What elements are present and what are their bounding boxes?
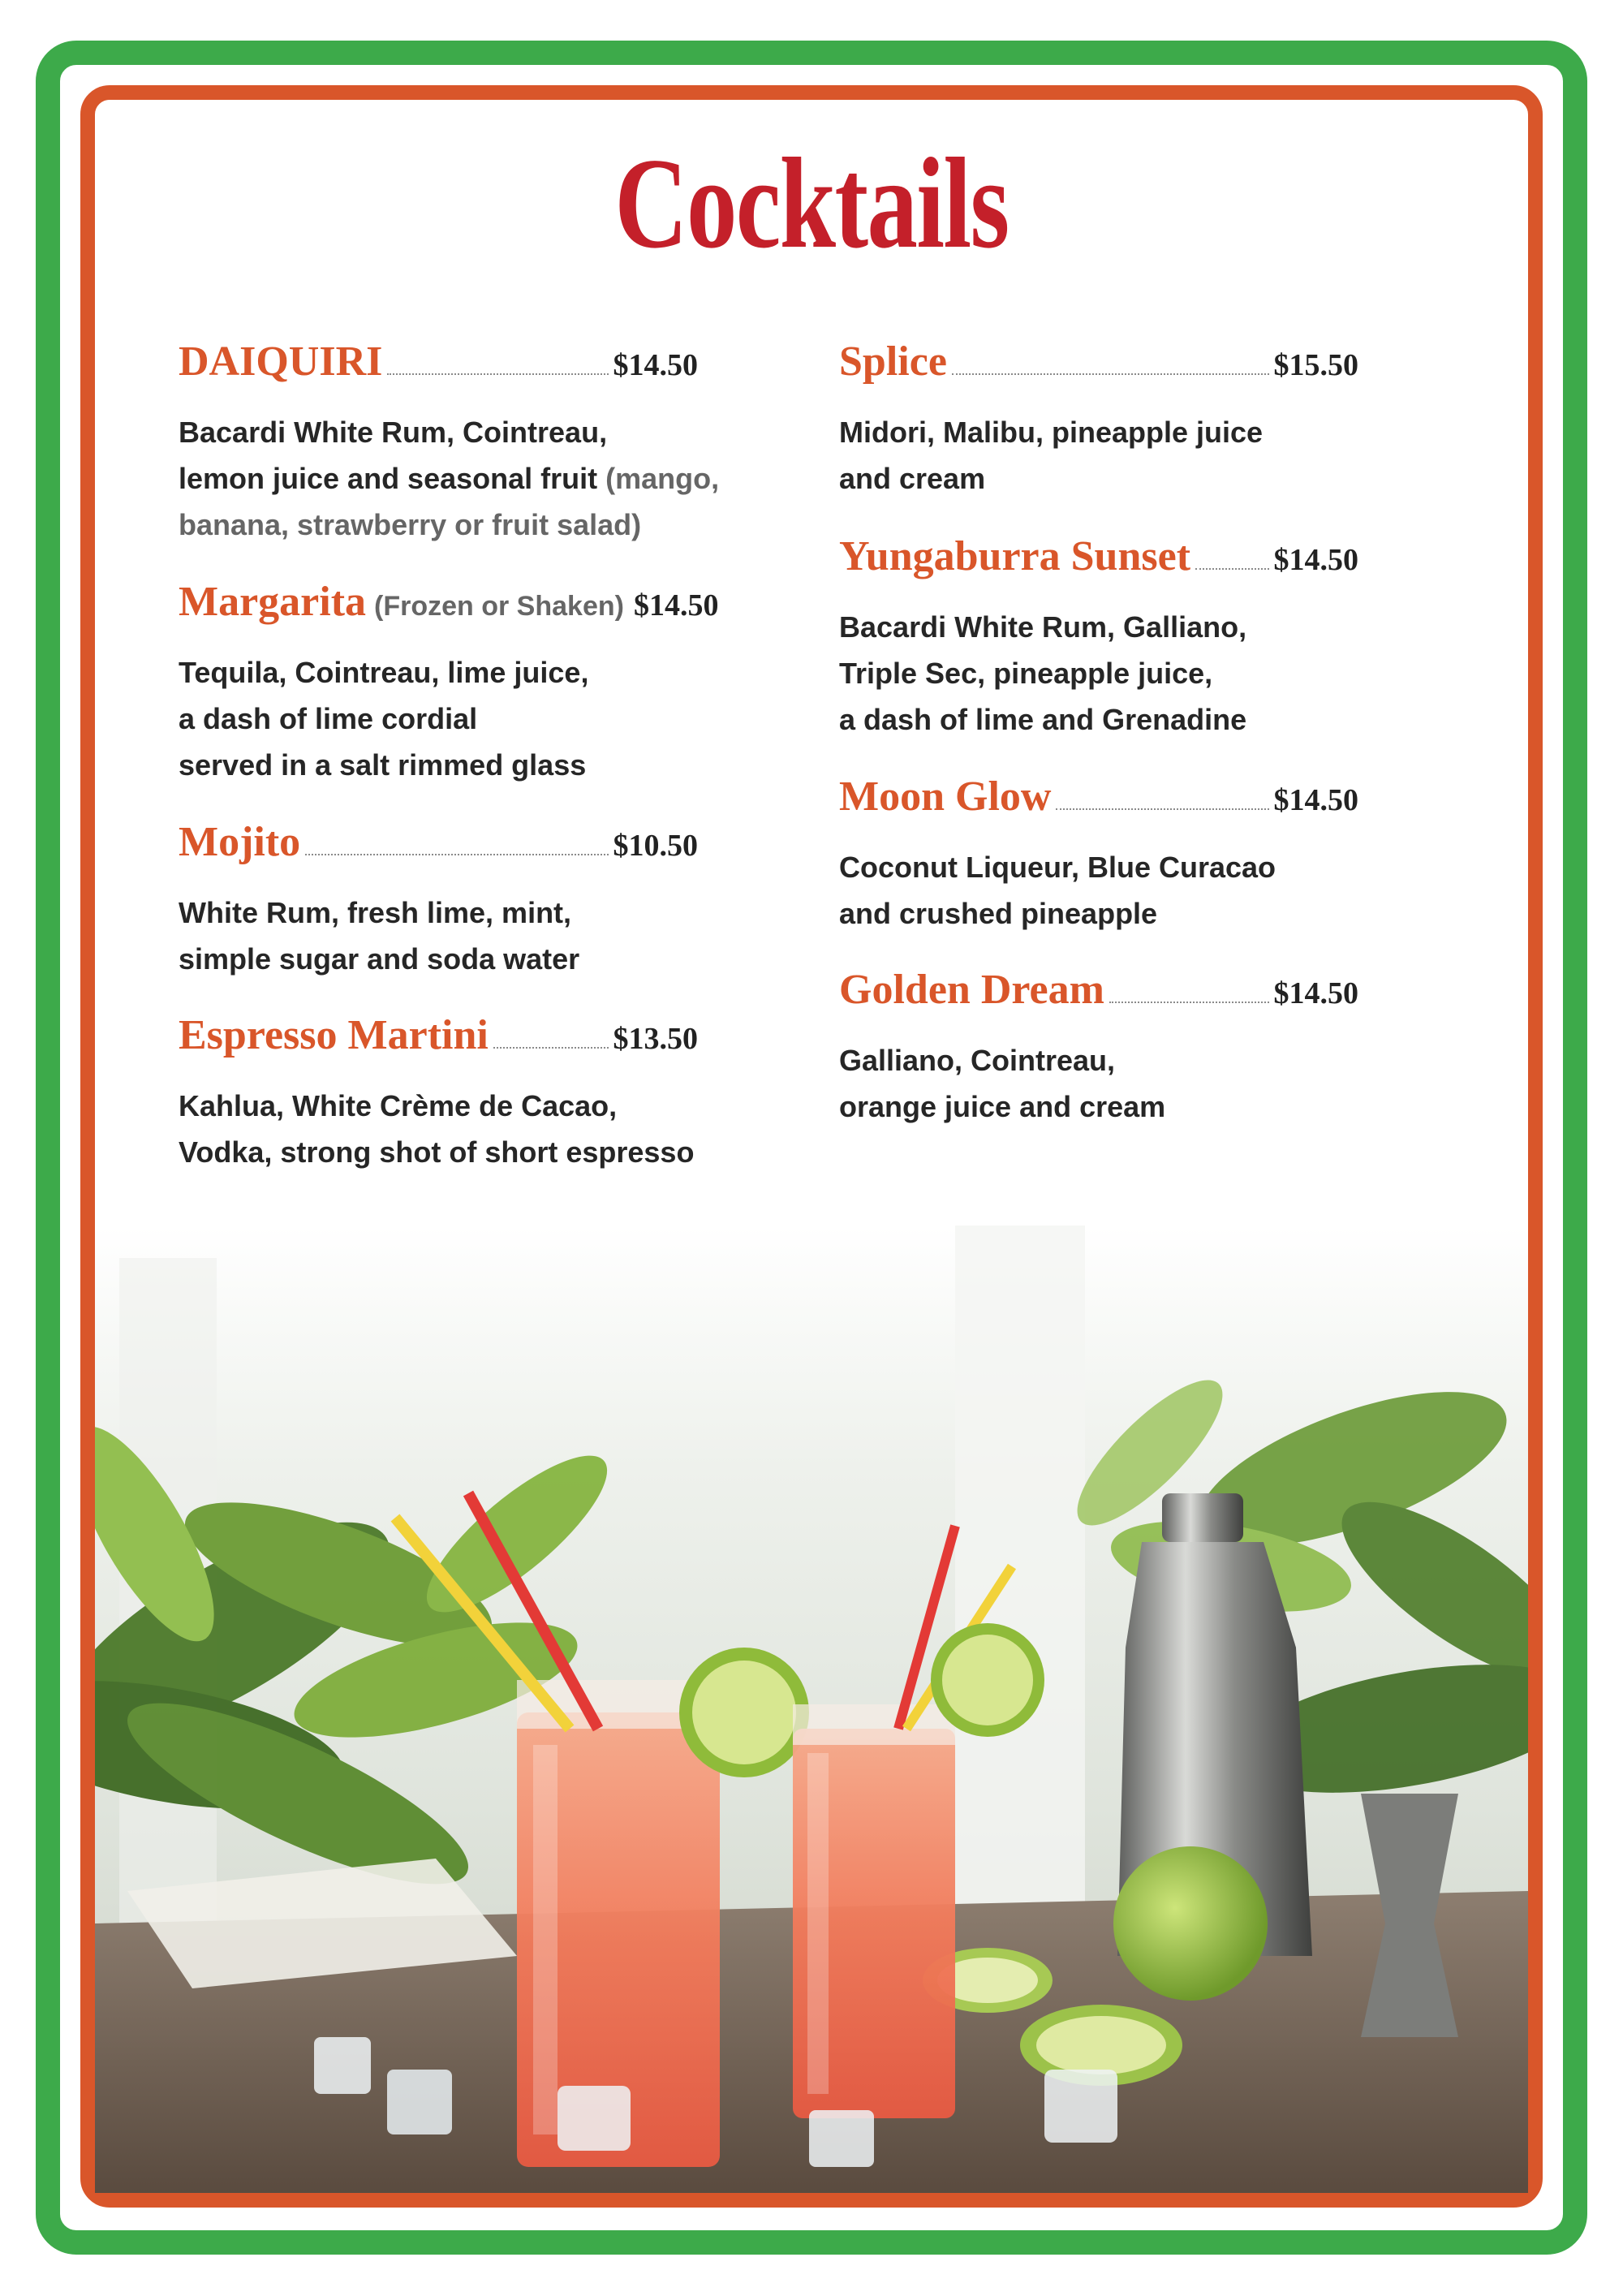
item-header xyxy=(179,821,698,878)
dot-leader xyxy=(387,373,608,375)
description-line: served in a salt rimmed glass xyxy=(179,748,587,782)
dot-leader xyxy=(1109,1001,1269,1003)
item-header xyxy=(179,579,719,638)
description-line: Kahlua, White Crème de Cacao, xyxy=(179,1089,618,1122)
menu-item-golden-dream xyxy=(839,969,1358,1130)
item-price: $14.50 xyxy=(613,348,698,382)
item-note: (Frozen or Shaken) xyxy=(374,591,624,622)
ice-cube xyxy=(809,2110,874,2167)
item-description xyxy=(839,1037,1358,1130)
menu-item-espresso-martini xyxy=(179,1014,698,1175)
ice-cube xyxy=(314,2037,371,2094)
menu-item-margarita xyxy=(179,579,719,788)
menu-item-daiquiri xyxy=(179,338,720,548)
description-line: banana, strawberry or fruit salad) xyxy=(179,508,642,541)
description-line: orange juice and cream xyxy=(839,1090,1166,1123)
menu-item-mojito xyxy=(179,821,698,982)
item-name: DAIQUIRI xyxy=(179,338,383,385)
item-price: $14.50 xyxy=(1273,783,1358,817)
dot-leader xyxy=(1056,808,1268,810)
item-description xyxy=(179,1083,698,1175)
description-line: simple sugar and soda water xyxy=(179,942,580,976)
menu-item-yungaburra-sunset xyxy=(839,533,1358,743)
item-price: $15.50 xyxy=(1273,348,1358,382)
description-line: and crushed pineapple xyxy=(839,897,1158,930)
menu-item-moon-glow xyxy=(839,773,1358,937)
menu-item-splice xyxy=(839,338,1358,502)
description-line: a dash of lime and Grenadine xyxy=(839,703,1247,736)
description-line: and cream xyxy=(839,462,986,495)
item-price: $10.50 xyxy=(613,829,698,863)
dot-leader xyxy=(305,853,608,855)
description-line: Triple Sec, pineapple juice, xyxy=(839,657,1213,690)
description-line: a dash of lime cordial xyxy=(179,702,478,735)
lime xyxy=(1113,1846,1268,2001)
dot-leader xyxy=(1195,567,1268,570)
item-name: Yungaburra Sunset xyxy=(839,533,1191,579)
dot-leader xyxy=(493,1046,609,1049)
description-text: lemon juice and seasonal fruit xyxy=(179,462,598,495)
item-price: $14.50 xyxy=(633,588,719,622)
item-header xyxy=(179,1014,698,1071)
description-line: Vodka, strong shot of short espresso xyxy=(179,1135,695,1169)
item-description xyxy=(179,649,698,788)
description-muted-text: (mango, xyxy=(605,462,720,495)
item-name: Moon Glow xyxy=(839,773,1052,820)
description-line: Tequila, Cointreau, lime juice, xyxy=(179,656,589,689)
item-header xyxy=(839,969,1358,1026)
ice-cube xyxy=(387,2070,452,2134)
cocktail-photo-illustration xyxy=(95,1226,1528,2193)
item-description xyxy=(179,409,720,548)
item-name: Mojito xyxy=(179,819,301,865)
item-price: $13.50 xyxy=(613,1022,698,1056)
item-header xyxy=(839,533,1358,592)
item-header xyxy=(839,338,1358,398)
item-name: Golden Dream xyxy=(839,967,1104,1013)
item-name: Espresso Martini xyxy=(179,1012,489,1058)
description-line: White Rum, fresh lime, mint, xyxy=(179,896,572,929)
description-line: Bacardi White Rum, Cointreau, xyxy=(179,416,608,449)
description-line: Coconut Liqueur, Blue Curacao xyxy=(839,851,1276,884)
description-line: Bacardi White Rum, Galliano, xyxy=(839,610,1247,644)
cocktail-photo xyxy=(95,1226,1528,2193)
item-description xyxy=(839,409,1358,502)
item-header xyxy=(179,338,698,398)
ice-cube xyxy=(1044,2070,1117,2143)
description-line: Midori, Malibu, pineapple juice xyxy=(839,416,1264,449)
item-description xyxy=(839,844,1358,937)
item-price: $14.50 xyxy=(1273,543,1358,577)
item-description xyxy=(179,890,698,982)
menu-title: Cocktails xyxy=(614,131,1009,275)
item-price: $14.50 xyxy=(1273,976,1358,1010)
description-line: Galliano, Cointreau, xyxy=(839,1044,1116,1077)
item-name: Margarita xyxy=(179,579,367,625)
item-name: Splice xyxy=(839,338,947,385)
description-line xyxy=(179,455,720,502)
dot-leader xyxy=(952,373,1269,375)
item-header xyxy=(839,773,1358,833)
item-description xyxy=(839,604,1358,743)
